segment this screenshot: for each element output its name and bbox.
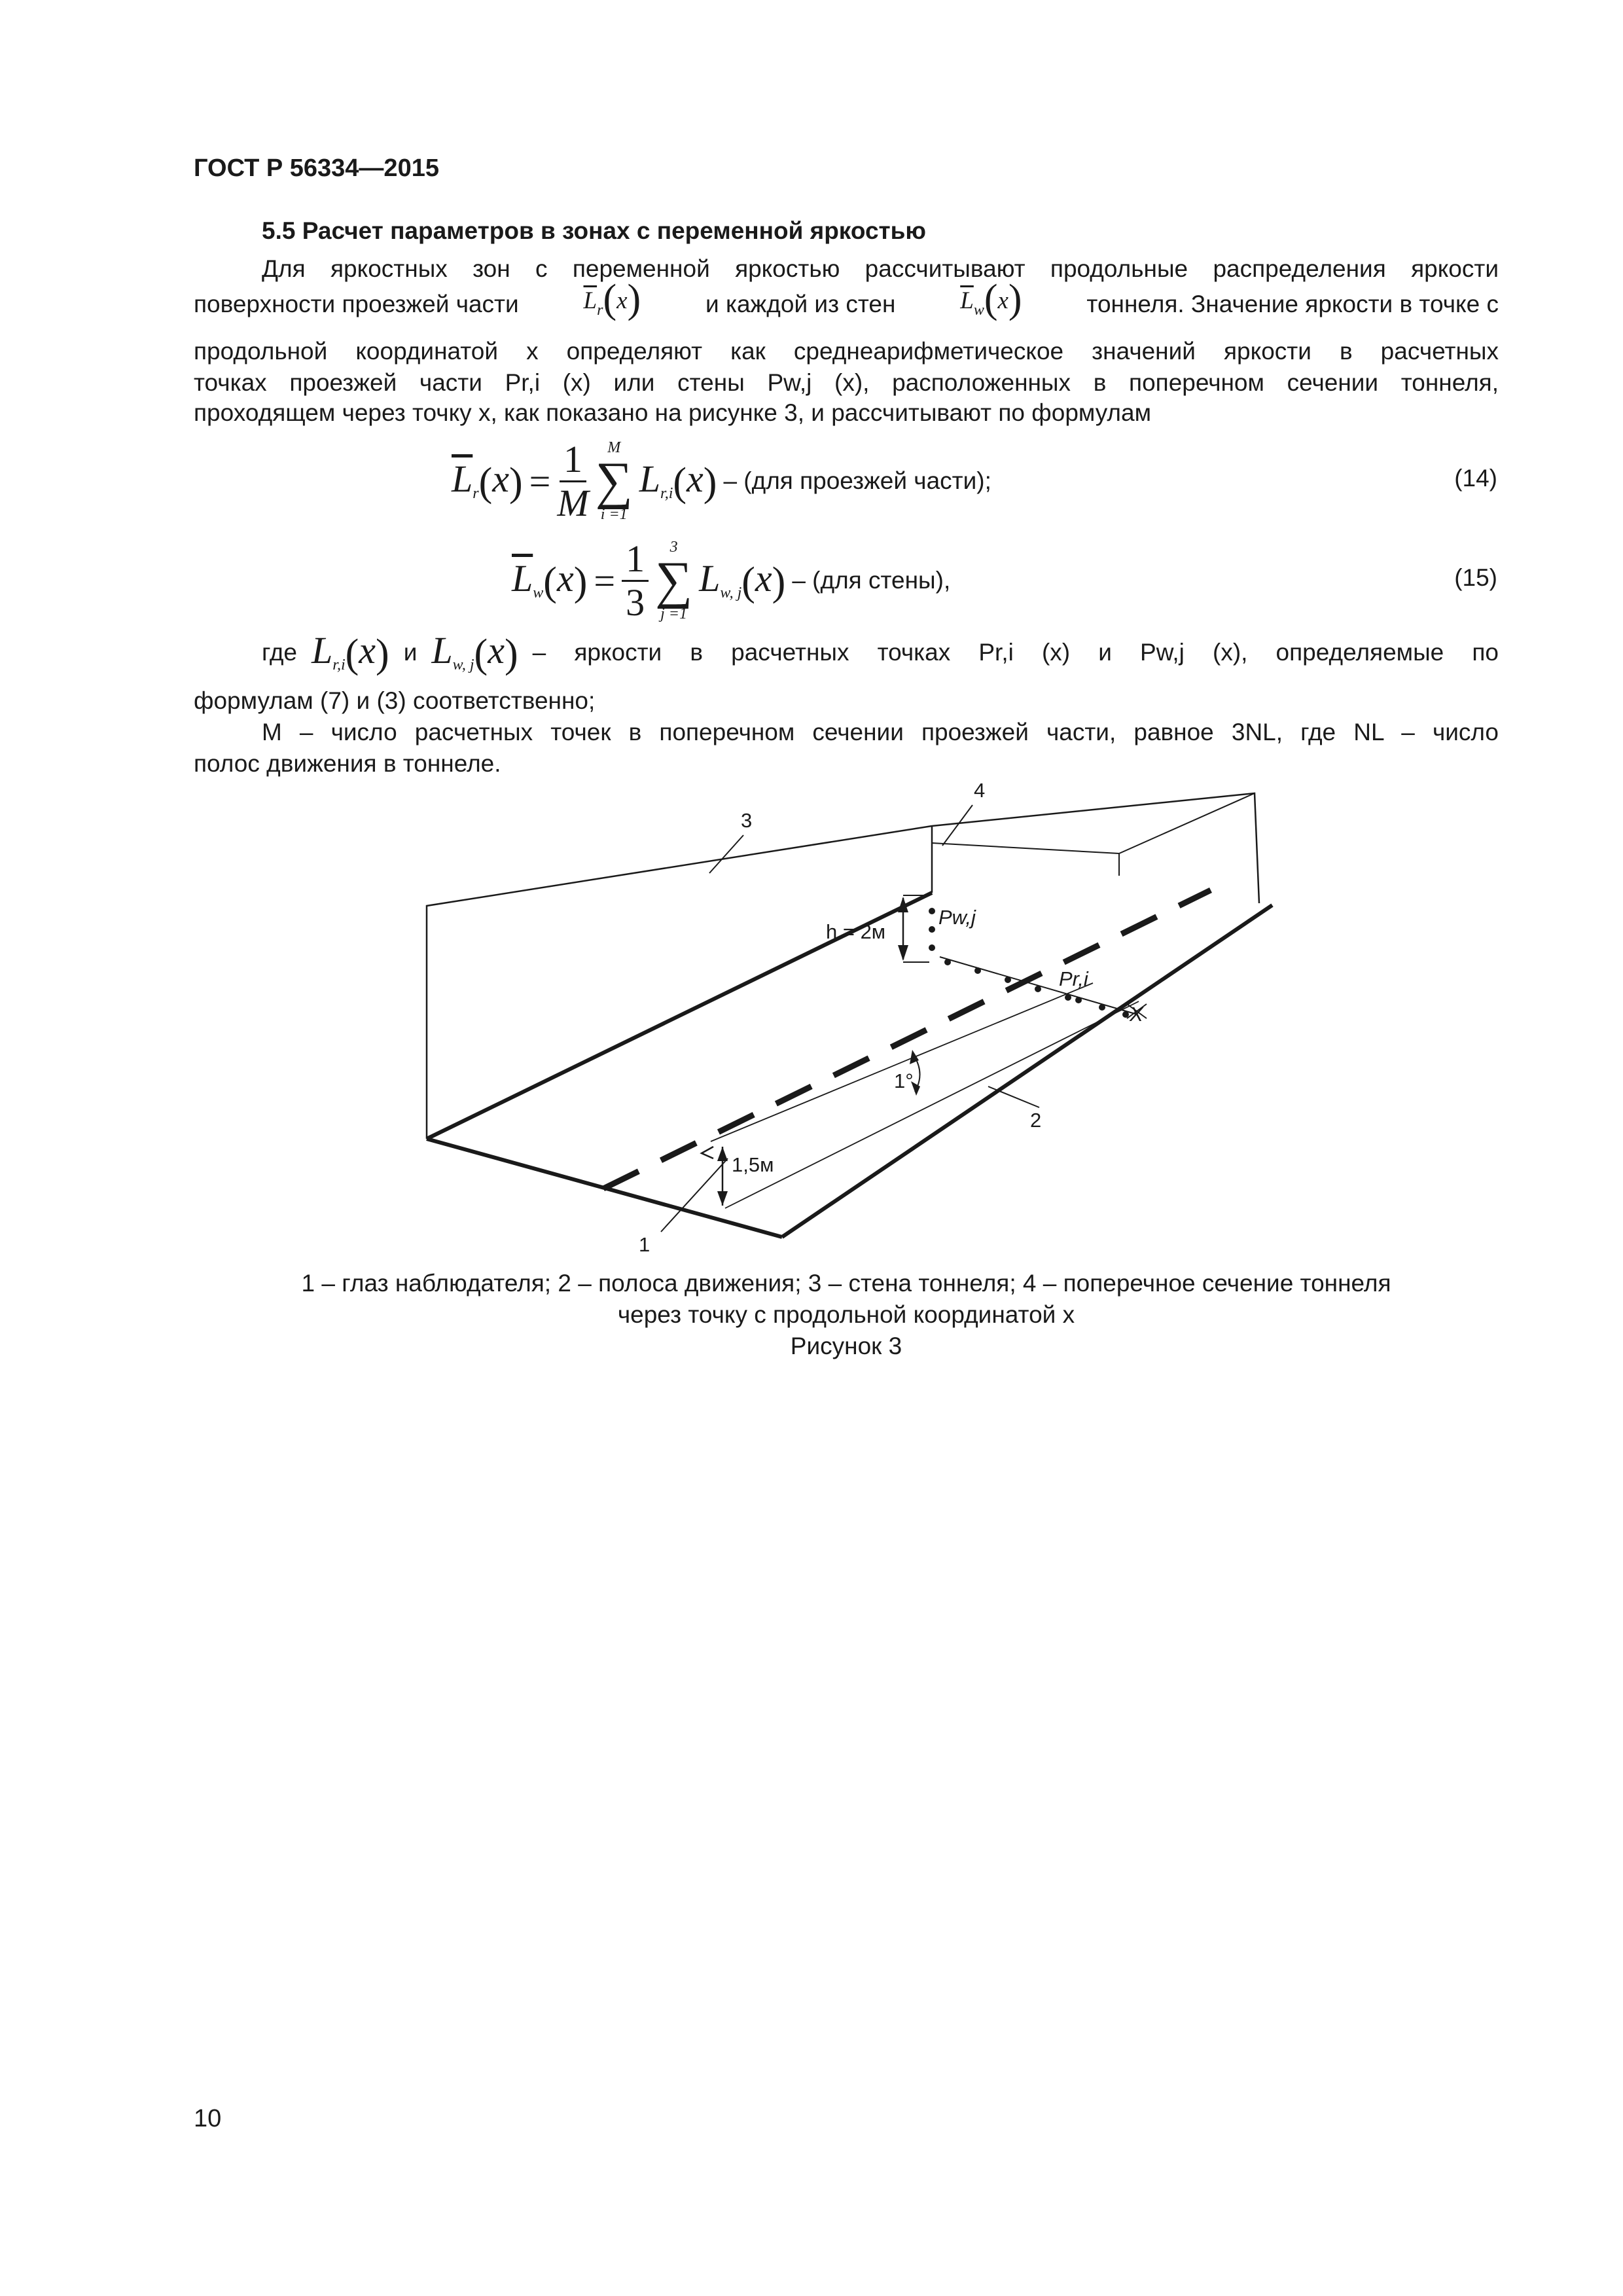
- paragraph-line: продольной координатой x определяют как среднеарифметическое значений яркости в расчетных: [194, 338, 1499, 365]
- label-2: 2: [1030, 1109, 1042, 1132]
- wall-point: [929, 908, 935, 914]
- label-pr: Pr,i: [1059, 967, 1088, 990]
- road-point: [944, 959, 951, 965]
- road-point: [1099, 1004, 1105, 1011]
- text-fragment: где: [262, 639, 298, 666]
- label-1: 1: [639, 1233, 651, 1256]
- equals-sign: =: [594, 559, 616, 602]
- road-point: [1065, 994, 1071, 1001]
- equation-note: – (для стены),: [792, 567, 951, 594]
- label-angle: 1°: [894, 1069, 914, 1092]
- paragraph-line: проходящем через точку x, как показано на рисунке 3, и рассчитывают по формулам: [194, 399, 1152, 426]
- inline-formula-Lwj: $L_{w, j}(x)$: [431, 628, 518, 676]
- leader-4: [942, 805, 972, 846]
- symbol-x: x: [616, 287, 628, 314]
- paragraph-line: формулам (7) и (3) соответственно;: [194, 687, 596, 714]
- paragraph-line: полос движения в тоннеле.: [194, 750, 501, 777]
- equation-term: $L_{w, j}(x)$: [699, 556, 786, 604]
- paragraph-line: Для яркостных зон с переменной яркостью рассчитывают продольные распределения яркости: [262, 255, 1499, 282]
- wall-point: [929, 944, 935, 951]
- inline-formula-Lw: $\overline{L}_w(x)$: [960, 276, 1022, 321]
- road-point: [1035, 986, 1041, 992]
- road-point: [1075, 997, 1082, 1003]
- wall-point: [929, 926, 935, 933]
- leader-3: [709, 835, 743, 873]
- leader-2: [988, 1086, 1039, 1107]
- figure-caption-line: через точку с продольной координатой x: [617, 1301, 1075, 1328]
- symbol-L: $\overline{L}$: [583, 287, 597, 314]
- fraction-1-over-3: $\frac{1}{3}$: [622, 538, 649, 624]
- inline-formula-Lri: $L_{r,i}(x)$: [312, 628, 389, 676]
- text-fragment: – яркости в расчетных точках Pr,i (x) и Pw,j (x), определяемые по: [532, 639, 1499, 666]
- lane-marking: [603, 890, 1211, 1189]
- cross-section-top: [932, 793, 1255, 853]
- fraction-1-over-M: $\frac{1}{M}$: [557, 437, 589, 524]
- equation-number: (15): [1454, 564, 1497, 591]
- equation-number: (14): [1454, 465, 1497, 492]
- inline-formula-Lr: $\overline{L}_r(x)$: [583, 276, 641, 321]
- figure-title: Рисунок 3: [790, 1333, 902, 1359]
- label-x: X: [1130, 1003, 1143, 1026]
- eye-marker: [702, 1147, 713, 1158]
- text-fragment: и: [403, 639, 418, 666]
- road-point: [1122, 1011, 1129, 1018]
- road-point: [1005, 977, 1011, 983]
- summation-sign: M ∑ i =1: [595, 439, 633, 523]
- equation-lhs: $\overline{L}_w(x)$: [512, 556, 588, 604]
- document-header: ГОСТ Р 56334—2015: [194, 154, 439, 182]
- sight-line: [725, 1001, 1139, 1208]
- equation-lhs: $\overline{L}_r(x)$: [452, 457, 523, 505]
- label-h: h = 2м: [826, 920, 886, 943]
- symbol-L: $\overline{L}$: [960, 287, 974, 314]
- text-fragment: и каждой из стен: [705, 291, 896, 317]
- label-eye-height: 1,5м: [732, 1153, 774, 1176]
- road-point: [974, 967, 981, 974]
- text-fragment: тоннеля. Значение яркости в точке с: [1086, 291, 1499, 317]
- text-fragment: поверхности проезжей части: [194, 291, 519, 317]
- label-pw: Pw,j: [938, 906, 976, 929]
- road-right-edge: [782, 905, 1272, 1237]
- equation-term: $L_{r,i}(x)$: [639, 457, 717, 505]
- subscript: r: [597, 301, 603, 319]
- page-number: 10: [194, 2105, 222, 2132]
- figure-caption-line: 1 – глаз наблюдателя; 2 – полоса движения; 3 – стена тоннеля; 4 – поперечное сечение тоннеля: [301, 1270, 1391, 1297]
- label-3: 3: [741, 809, 753, 832]
- section-title: 5.5 Расчет параметров в зонах с переменной яркостью: [262, 217, 926, 244]
- summation-sign: 3 ∑ j =1: [655, 539, 693, 622]
- paragraph-line: точках проезжей части Pr,i (x) или стены Pw,j (x), расположенных в поперечном сечении тоннеля,: [194, 369, 1499, 396]
- symbol-x: x: [997, 287, 1008, 314]
- equals-sign: =: [529, 459, 551, 503]
- label-4: 4: [974, 779, 986, 802]
- equation-note: – (для проезжей части);: [723, 467, 991, 494]
- subscript: w: [973, 301, 984, 319]
- paragraph-line: M – число расчетных точек в поперечном сечении проезжей части, равное 3NL, где NL – число: [262, 719, 1499, 745]
